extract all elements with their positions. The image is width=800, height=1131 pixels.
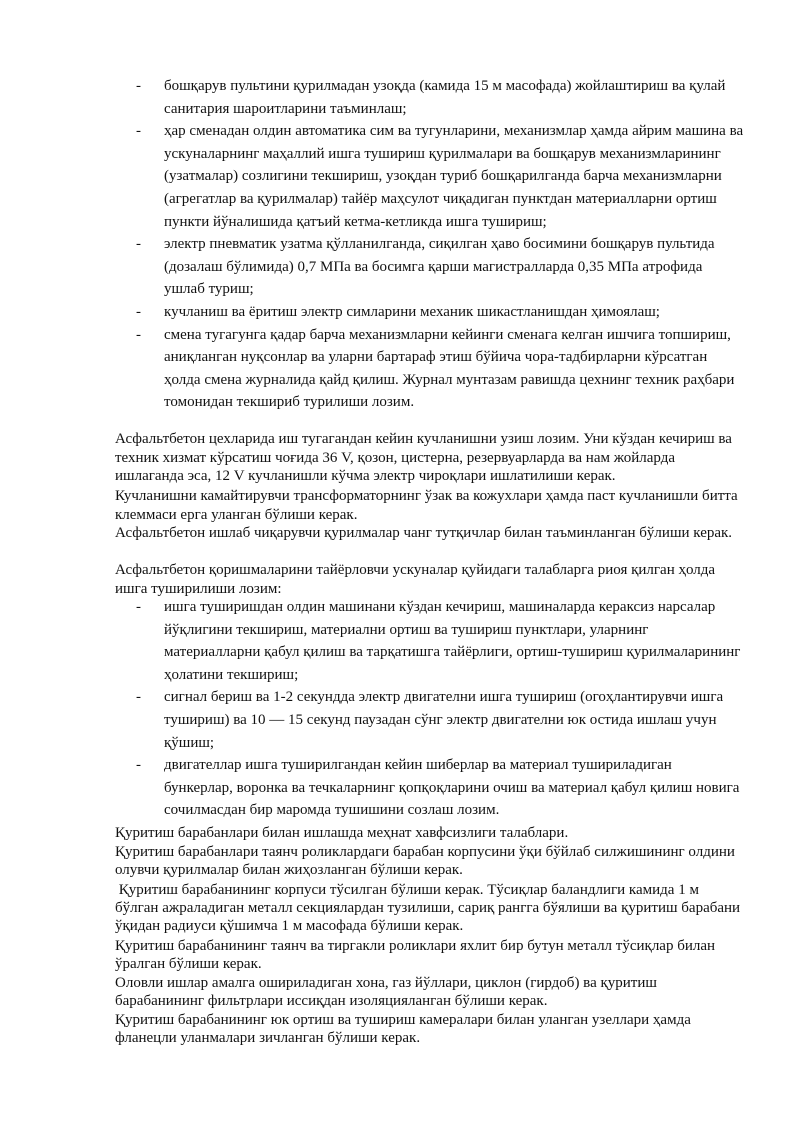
paragraph-dust-collectors: Асфальтбетон ишлаб чиқарувчи қурилмалар чанг тутқичлар билан таъминланган бўлиши керак. [115,525,733,541]
list-item-text: сигнал бериш ва 1-2 секундда электр двигателни ишга тушириш (огоҳлантирувчи ишга тушириш) ва 10 — 15 секунд паузадан сўнг электр двигателни юк остида ишлаш учун қўшиш; [164,689,724,751]
paragraph-equipment-startup: Асфальтбетон қоришмаларини тайёрловчи ускуналар қуйидаги талабларга риоя қилган ҳолда ишга туширилиши лозим: [115,562,716,597]
list-dash: - [136,326,141,343]
list-item [136,75,746,120]
requirements-list [136,75,746,414]
list-item-text: смена тугагунга қадар барча механизмларни кейинги сменага келган ишчига топшириш, аниқланган нуқсонлар ва уларни бартараф этиш бўйича чора-тадбирларни кўрсатган ҳолда смена журналида қайд қилиш. Журнал мунтазам равишда цехнинг техник раҳбари томонидан текшириб турилиши лозим. [164,326,735,411]
list-dash: - [136,123,141,140]
list-item [136,324,746,414]
startup-steps-list [136,596,744,822]
list-dash: - [136,236,141,253]
paragraph-insulation: Оловли ишлар амалга ошириладиган хона, газ йўллари, циклон (гирдоб) ва қуритиш барабанининг фильтрлари иссиқдан изоляцияланган бўлиши керак. [115,975,657,1009]
list-item-text: ишга туширишдан олдин машинани кўздан кечириш, машиналарда кераксиз нарсалар йўқлигини текшириш, материални ортиш ва тушириш пунктлари, уларнинг материалларни қабул қилиш ва тарқатишга тайёрлиги, ортиш-тушириш қурилмаларининг ҳолатини текшириш; [164,599,741,683]
list-item [136,686,744,754]
list-item-text: двигателлар ишга туширилгандан кейин шиберлар ва материал тушириладиган бункерлар, воронка ва течкаларнинг қопқоқларини очиш ва материал қабул қилиш новига сочилмасдан бир маромда тушишини созлаш лозим. [164,757,740,819]
paragraph-transformer: Кучланишни камайтирувчи трансформаторнинг ўзак ва кожухлари ҳамда паст кучланишли битта клеммаси ерга уланган бўлиши керак. [115,488,738,523]
list-item-text: бошқарув пультини қурилмадан узоқда (камида 15 м масофада) жойлаштириш ва қулай санитария шароитларини таъминлаш; [164,78,726,117]
list-item [136,120,746,233]
paragraph-sealed-joints: Қуритиш барабанининг юк ортиш ва тушириш камералари билан уланган узеллари ҳамда фланецли уланмалари зичланган бўлиши керак. [115,1012,691,1046]
list-dash: - [136,757,141,774]
list-item [136,301,746,324]
list-dash: - [136,599,141,615]
list-item-text: кучланиш ва ёритиш электр симларини механик шикастланишдан ҳимоялаш; [164,303,660,320]
list-item-text: электр пневматик узатма қўлланилганда, сиқилган ҳаво босимини бошқарув пультида (дозалаш бўлимида) 0,7 МПа ва босимга қарши магистралларда 0,35 МПа атрофида ушлаб туриш; [164,236,715,298]
paragraph-drum-displacement: Қуритиш барабанлари таянч роликлардаги барабан корпусини ўқи бўйлаб силжишининг олдини олувчи қурилмалар билан жиҳозланган бўлиши керак. [115,844,735,878]
section-heading-drum-safety: Қуритиш барабанлари билан ишлашда меҳнат хавфсизлиги талаблари. [115,825,569,841]
list-dash: - [136,303,141,320]
paragraph-power-off: Асфальтбетон цехларида иш тугагандан кейин кучланишни узиш лозим. Уни кўздан кечириш ва техник хизмат кўрсатиш чоғида 36 V, қозон, цистерна, резервуарларда ва нам жойларда ишлаганда эса, 12 V кучланишли кўчма электр чироқлари ишлатилиши керак. [115,431,732,484]
list-dash: - [136,78,141,94]
paragraph-roller-fencing: Қуритиш барабанининг таянч ва тиргакли роликлари яхлит бир бутун металл тўсиқлар билан ўралган бўлиши керак. [115,938,716,972]
list-item [136,233,746,301]
paragraph-drum-fencing: Қуритиш барабанининг корпуси тўсилган бўлиши керак. Тўсиқлар баландлиги камида 1 м бўлган ажраладиган металл секциялардан тузилиши, сариқ рангга бўялиши ва қуритиш барабани ўқидан радиуси қўшимча 1 м масофада бўлиши керак. [115,882,744,934]
list-dash: - [136,689,141,706]
list-item [136,596,744,686]
list-item [136,754,744,822]
list-item-text: ҳар сменадан олдин автоматика сим ва тугунларини, механизмлар ҳамда айрим машина ва ускуналарнинг маҳаллий ишга тушириш қурилмалари ва бошқарув механизмларининг (узатмалар) созлигини текшириш, узоқдан туриб бошқарилганда барча механизмларни (агрегатлар ва қурилмалар) тайёр маҳсулот чиқадиган пунктдан материалларни ортиш пункти йўналишида қатъий кетма-кетликда ишга тушириш; [164,123,744,230]
